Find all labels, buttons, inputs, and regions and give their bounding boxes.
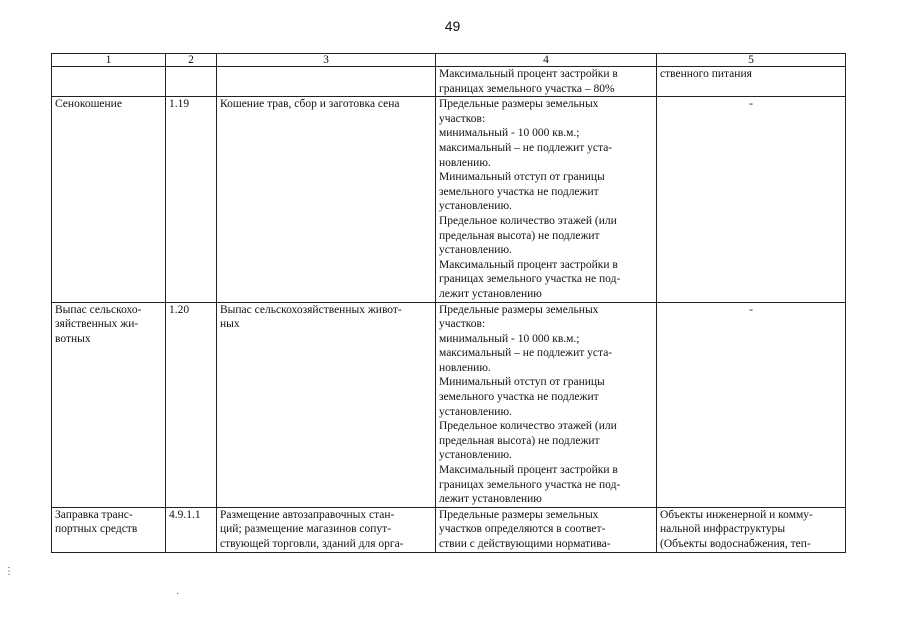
cell-col3 (217, 302, 436, 507)
cell-col2: 4.9.1.1 (166, 507, 217, 552)
cell-col5 (657, 302, 846, 507)
cell-col3 (217, 67, 436, 97)
cell-line: земельного участка не подлежит (439, 185, 599, 198)
column-header: 3 (217, 54, 436, 67)
cell-col5 (657, 67, 846, 97)
cell-line: земельного участка не подлежит (439, 391, 599, 404)
cell-line: нальной инфраструктуры (660, 523, 786, 536)
cell-col1 (52, 302, 166, 507)
cell-line: минимальный - 10 000 кв.м.; (439, 332, 580, 345)
cell-line: Максимальный процент застройки в (439, 464, 618, 477)
column-header: 1 (52, 54, 166, 67)
cell-line: - (749, 98, 753, 111)
cell-line: Сенокошение (55, 98, 122, 111)
column-header: 2 (166, 54, 217, 67)
page-number: 49 (444, 18, 461, 34)
cell-line: участков: (439, 112, 486, 125)
table-row (52, 302, 846, 507)
cell-col3 (217, 507, 436, 552)
column-header: 4 (436, 54, 657, 67)
table-row (52, 507, 846, 552)
cell-line: предельная высота) не подлежит (439, 434, 600, 447)
cell-col1 (52, 507, 166, 552)
column-header: 5 (657, 54, 846, 67)
cell-line: новлению. (439, 361, 491, 374)
cell-line: вотных (55, 332, 91, 345)
land-use-table (51, 53, 846, 553)
cell-line: Предельное количество этажей (или (439, 420, 617, 433)
cell-line: зяйственных жи- (55, 318, 139, 331)
cell-line: максимальный – не подлежит уста- (439, 347, 613, 360)
cell-line: Минимальный отступ от границы (439, 376, 605, 389)
cell-line: Максимальный процент застройки в (439, 68, 618, 80)
cell-line: Предельные размеры земельных (439, 508, 599, 521)
cell-line: минимальный - 10 000 кв.м.; (439, 127, 580, 140)
cell-line: Предельные размеры земельных (439, 98, 599, 111)
cell-col4 (436, 507, 657, 552)
cell-line: предельная высота) не подлежит (439, 229, 600, 242)
cell-line: Размещение автозаправочных стан- (220, 508, 395, 521)
cell-line: Кошение трав, сбор и заготовка сена (220, 98, 400, 111)
cell-col4 (436, 302, 657, 507)
table-row (52, 67, 846, 97)
margin-mark: ⋮ (4, 566, 14, 577)
header-row (52, 54, 846, 67)
cell-line: Предельное количество этажей (или (439, 214, 617, 227)
cell-col4 (436, 97, 657, 302)
cell-line: Выпас сельскохозяйственных живот- (220, 303, 402, 316)
cell-line: границах земельного участка не под- (439, 478, 621, 491)
cell-line: Объекты инженерной и комму- (660, 508, 813, 521)
stray-dot: · (176, 588, 180, 599)
cell-line: установлению. (439, 244, 512, 257)
cell-line: портных средств (55, 523, 138, 536)
cell-col1 (52, 97, 166, 302)
cell-line: установлению. (439, 200, 512, 213)
cell-line: - (749, 303, 753, 316)
table-row (52, 97, 846, 302)
cell-line: Максимальный процент застройки в (439, 258, 618, 271)
cell-col1 (52, 67, 166, 97)
cell-line: границах земельного участка – 80% (439, 82, 615, 95)
cell-line: участков определяются в соответ- (439, 523, 606, 536)
cell-line: ствующей торговли, зданий для орга- (220, 538, 404, 550)
cell-line: Минимальный отступ от границы (439, 171, 605, 184)
cell-line: ций; размещение магазинов сопут- (220, 523, 392, 536)
cell-col4 (436, 67, 657, 97)
cell-line: ствии с действующими норматива- (439, 538, 611, 550)
cell-col5 (657, 507, 846, 552)
cell-line: установлению. (439, 449, 512, 462)
cell-line: (Объекты водоснабжения, теп- (660, 538, 811, 550)
cell-line: участков: (439, 318, 486, 331)
cell-line: лежит установлению (439, 493, 542, 506)
cell-col5 (657, 97, 846, 302)
cell-line: лежит установлению (439, 287, 542, 300)
cell-line: новлению. (439, 156, 491, 169)
cell-col2: 1.20 (166, 302, 217, 507)
cell-line: ственного питания (660, 68, 752, 80)
cell-line: установлению. (439, 405, 512, 418)
cell-line: Заправка транс- (55, 508, 133, 521)
cell-col2 (166, 67, 217, 97)
cell-col3 (217, 97, 436, 302)
cell-line: границах земельного участка не под- (439, 273, 621, 286)
cell-line: Выпас сельскохо- (55, 303, 142, 316)
cell-line: максимальный – не подлежит уста- (439, 141, 613, 154)
cell-line: ных (220, 318, 240, 331)
cell-line: Предельные размеры земельных (439, 303, 599, 316)
cell-col2: 1.19 (166, 97, 217, 302)
